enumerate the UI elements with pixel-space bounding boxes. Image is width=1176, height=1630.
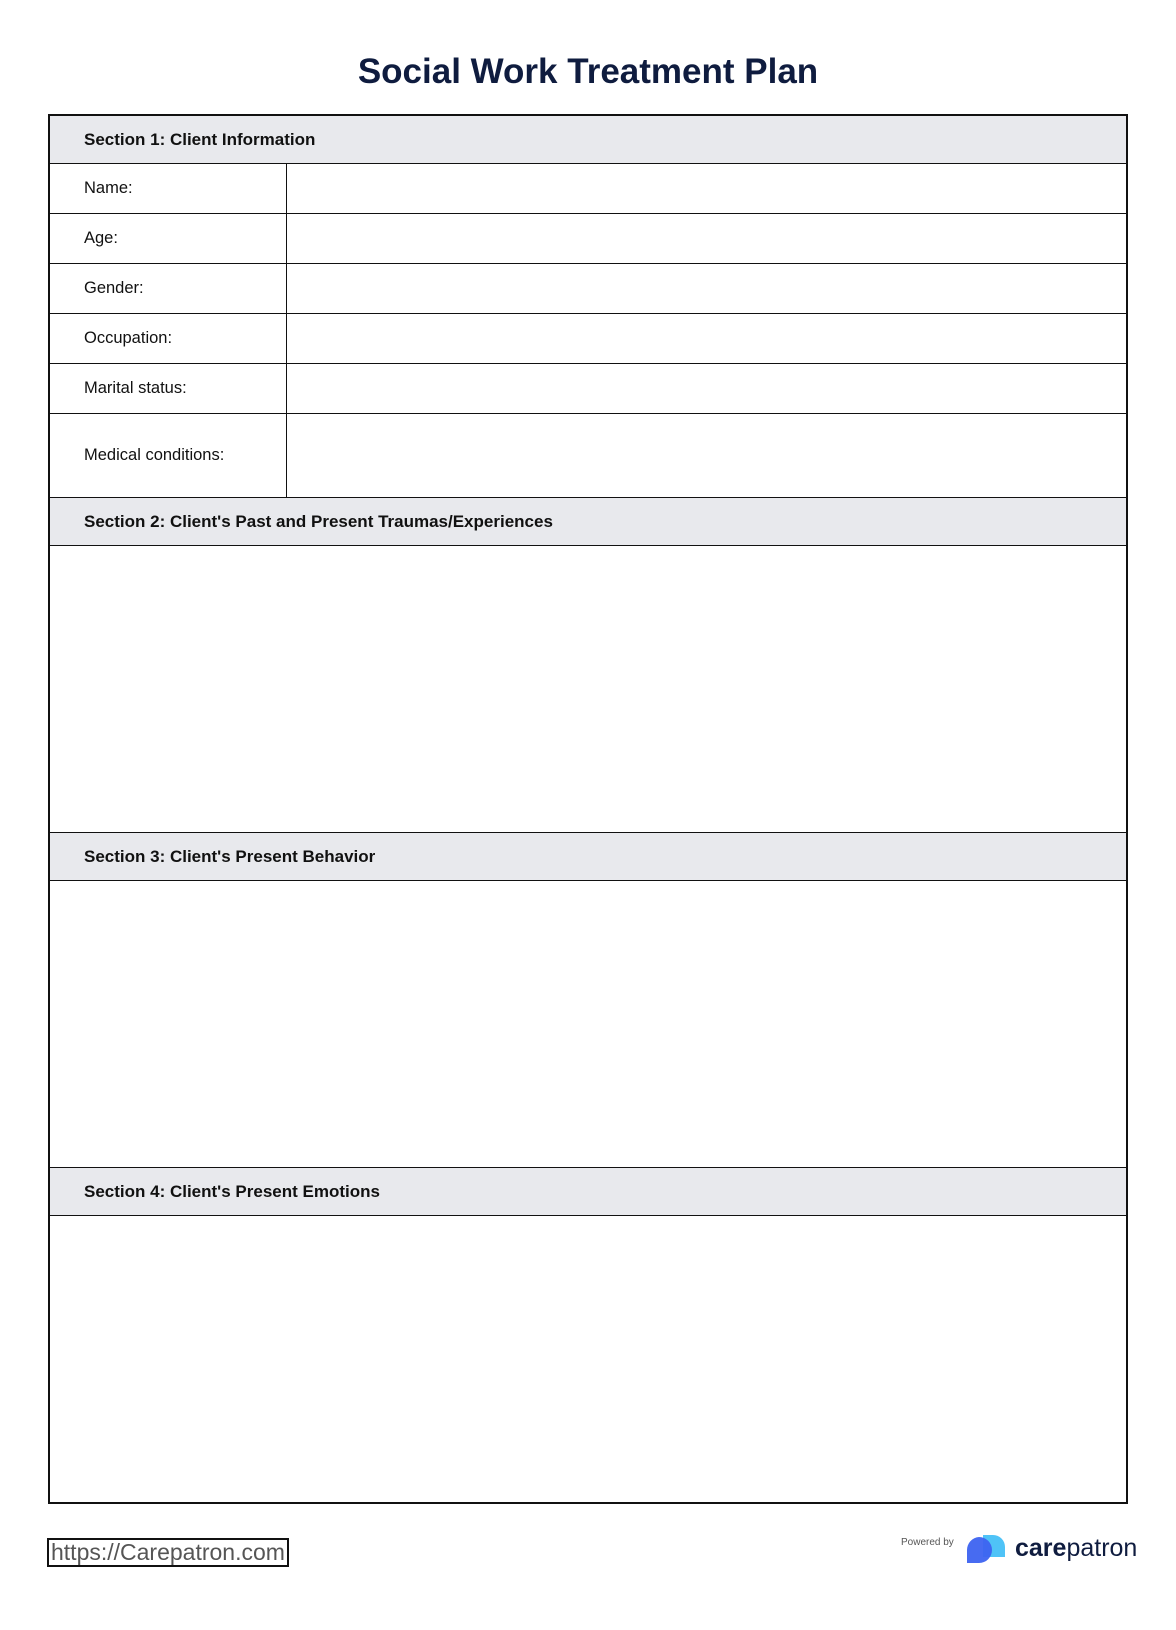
marital-status-field[interactable] <box>287 364 1126 413</box>
present-emotions-field[interactable] <box>50 1216 1126 1502</box>
section-1-header: Section 1: Client Information <box>50 116 1126 164</box>
field-row-marital-status <box>50 364 1126 414</box>
field-row-age <box>50 214 1126 264</box>
carepatron-link[interactable]: https://Carepatron.com <box>47 1538 289 1567</box>
section-2-header: Section 2: Client's Past and Present Traumas/Experiences <box>50 498 1126 546</box>
field-row-gender <box>50 264 1126 314</box>
occupation-field[interactable] <box>287 314 1126 363</box>
name-field[interactable] <box>287 164 1126 213</box>
carepatron-brand <box>1015 1534 1137 1563</box>
brand-rest: patron <box>1066 1534 1138 1562</box>
section-3-header: Section 3: Client's Present Behavior <box>50 833 1126 881</box>
treatment-plan-form <box>48 114 1128 1504</box>
field-label: Name: <box>50 164 287 213</box>
gender-field[interactable] <box>287 264 1126 313</box>
page-title: Social Work Treatment Plan <box>357 52 819 91</box>
field-label: Occupation: <box>50 314 287 363</box>
traumas-experiences-field[interactable] <box>50 546 1126 833</box>
powered-by-label: Powered by <box>901 1537 954 1548</box>
section-4-header: Section 4: Client's Present Emotions <box>50 1168 1126 1216</box>
carepatron-logo-icon <box>965 1533 1015 1569</box>
present-behavior-field[interactable] <box>50 881 1126 1168</box>
field-label: Age: <box>50 214 287 263</box>
age-field[interactable] <box>287 214 1126 263</box>
medical-conditions-field[interactable] <box>287 414 1126 497</box>
field-label: Gender: <box>50 264 287 313</box>
field-label: Medical conditions: <box>50 414 287 497</box>
brand-bold: care <box>1015 1534 1067 1562</box>
field-row-name <box>50 164 1126 214</box>
field-row-occupation <box>50 314 1126 364</box>
field-label: Marital status: <box>50 364 287 413</box>
field-row-medical-conditions <box>50 414 1126 498</box>
